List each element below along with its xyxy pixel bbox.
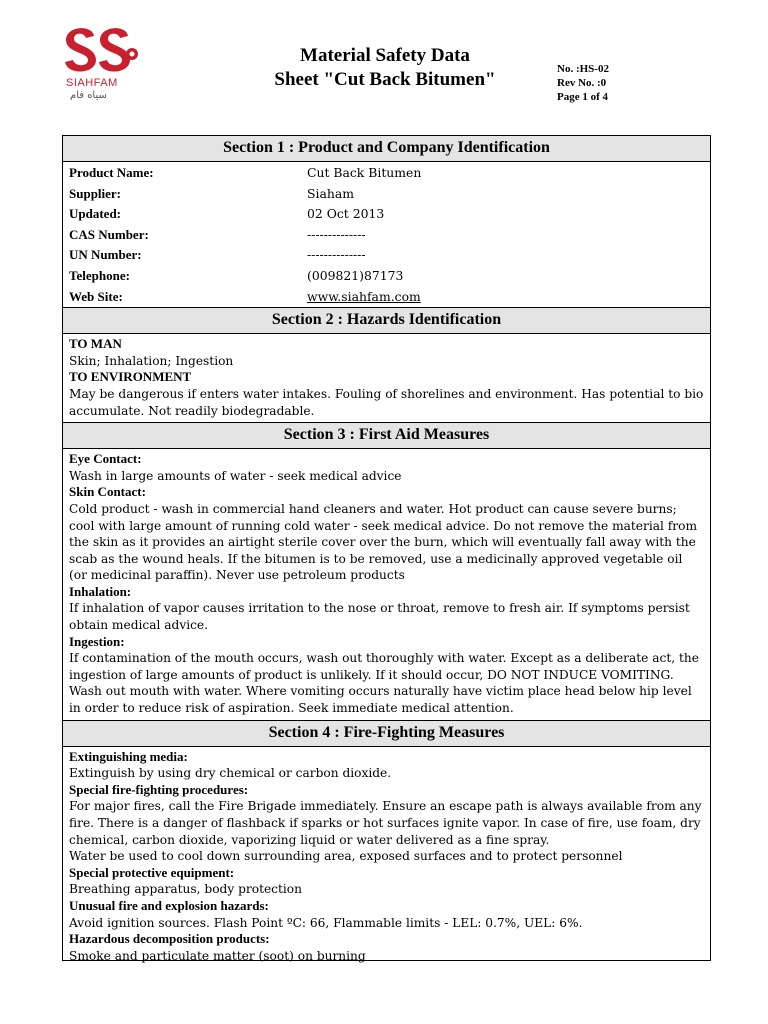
section-2-heading: Section 2 : Hazards Identification	[63, 307, 710, 334]
logo-text-persian: سیاه فام	[70, 90, 107, 100]
to-man-label: TO MAN	[69, 336, 122, 352]
row-product-name: Product Name: Cut Back Bitumen	[69, 165, 422, 180]
decomposition-products-label: Hazardous decomposition products:	[69, 931, 270, 947]
unusual-hazards-label: Unusual fire and explosion hazards:	[69, 897, 269, 913]
title-line-1: Material Safety Data	[300, 45, 470, 66]
section-4-body	[63, 747, 710, 968]
revision-number: Rev No. :0	[557, 77, 607, 89]
inhalation-label: Inhalation:	[69, 583, 132, 599]
inhalation-text: If inhalation of vapor causes irritation to the nose or throat, remove to fresh air. If symptoms persist obtain medical advice.	[69, 601, 690, 633]
section-1-body	[63, 162, 710, 307]
eye-contact-text: Wash in large amounts of water - seek medical advice	[69, 468, 402, 483]
special-procedures-label: Special fire-fighting procedures:	[69, 781, 249, 797]
title-line-2: Sheet "Cut Back Bitumen"	[274, 69, 496, 90]
row-updated: Updated: 02 Oct 2013	[69, 206, 385, 222]
to-environment-text: May be dangerous if enters water intakes. Fouling of shorelines and environment. Has potential to bio accumulate. Not readily biodegradable.	[69, 386, 704, 418]
decomposition-products-text: Smoke and particulate matter (soot) on burning	[69, 948, 366, 963]
unusual-hazards-text: Avoid ignition sources. Flash Point ºC: 66, Flammable limits - LEL: 0.7%, UEL: 6%.	[69, 915, 583, 930]
page-number: Page 1 of 4	[557, 91, 609, 103]
to-man-text: Skin; Inhalation; Ingestion	[69, 353, 234, 368]
extinguishing-media-text: Extinguish by using dry chemical or carbon dioxide.	[69, 766, 392, 781]
protective-equipment-text: Breathing apparatus, body protection	[69, 882, 302, 897]
section-3-body	[63, 449, 710, 720]
ingestion-label: Ingestion:	[69, 633, 125, 649]
section-2-body	[63, 334, 710, 422]
section-1-heading: Section 1 : Product and Company Identification	[63, 136, 710, 162]
section-4-heading: Section 4 : Fire-Fighting Measures	[63, 720, 710, 747]
row-website: Web Site: www.siahfam.com	[69, 287, 704, 308]
logo-text: SIAHFAM	[66, 77, 118, 89]
skin-contact-label: Skin Contact:	[69, 484, 146, 500]
website-link[interactable]: www.siahfam.com	[307, 288, 421, 304]
row-telephone: Telephone: (009821)87173	[69, 267, 404, 283]
document-info	[557, 62, 609, 104]
to-environment-label: TO ENVIRONMENT	[69, 369, 192, 385]
logo-s-left	[65, 28, 96, 71]
row-supplier: Supplier: Siaham	[69, 185, 354, 201]
eye-contact-label: Eye Contact:	[69, 451, 142, 467]
section-3-heading: Section 3 : First Aid Measures	[63, 422, 710, 449]
document-title	[220, 44, 550, 92]
special-procedures-text: For major fires, call the Fire Brigade immediately. Ensure an escape path is always available from any fire. There is a danger of flashback if sparks or hot surfaces ignite vapor. In case of fire, use foam, dry chemical, carbon dioxide, vaporizing liquid or water delivered as a fine spray.	[69, 799, 702, 847]
protective-equipment-label: Special protective equipment:	[69, 864, 235, 880]
doc-number: No. :HS-02	[557, 63, 609, 75]
extinguishing-media-label: Extinguishing media:	[69, 748, 188, 764]
logo-s-right	[99, 28, 130, 71]
row-un-number: UN Number: --------------	[69, 247, 366, 263]
skin-contact-text: Cold product - wash in commercial hand cleaners and water. Hot product can cause severe burns; cool with large amount of running cold water - seek medical advice. Do not remove the material from the skin as it provides an airtight sterile cover over the burn, which will eventually fall away with the scab as the wound heals. If the bitumen is to be removed, use a medicinally approved vegetable oil (or medicinal paraffin). Never use petroleum products	[69, 501, 698, 583]
ingestion-text: If contamination of the mouth occurs, wash out thoroughly with water. Except as a deliberate act, the ingestion of large amounts of product is unlikely. If it should occur, DO NOT INDUCE VOMITING. Wash out mouth with water. Where vomiting occurs naturally have victim place head below hip level in order to reduce risk of aspiration. Seek immediate medical attention.	[69, 651, 699, 716]
company-logo	[62, 22, 140, 100]
row-cas-number: CAS Number: --------------	[69, 226, 366, 242]
msds-sheet	[62, 135, 711, 961]
special-procedures-text-2: Water be used to cool down surrounding area, exposed surfaces and to protect personnel	[69, 849, 623, 864]
